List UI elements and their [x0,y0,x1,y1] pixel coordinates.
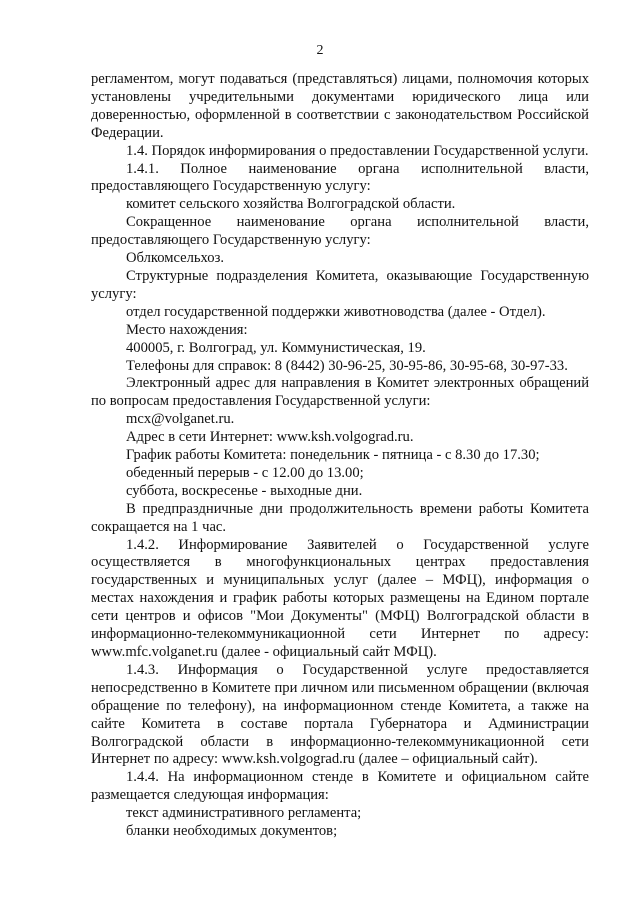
paragraph-location-label: Место нахождения: [126,321,248,338]
paragraph-1-4-4: 1.4.4. На информационном стенде в Комитете и официальном сайте размещается следующая информация: [91,769,589,804]
paragraph-regulation-end: регламентом, могут подаваться (представляться) лицами, полномочия которых установлены учредительными документами юридического лица или доверенностью, оформленной в соответствии с законодательством Российской Федерации. [91,71,589,141]
paragraph-1-4-2: 1.4.2. Информирование Заявителей о Государственной услуге осуществляется в многофункциональных центрах предоставления государственных и муниципальных услуг (далее – МФЦ), информация о местах нахождения и график работы которых размещены на Едином портале сети центров и офисов "Мои Документы" (МФЦ) Волгоградской области в информационно-телекоммуникационной сети Интернет по адресу: www.mfc.volganet.ru (далее - официальный сайт МФЦ). [91,536,589,660]
paragraph-preholiday: В предпраздничные дни продолжительность времени работы Комитета сокращается на 1 час. [91,500,589,535]
paragraph-short-name-label: Сокращенное наименование органа исполнительной власти, предоставляющего Государственную услугу: [91,214,589,249]
paragraph-short-name: Облкомсельхоз. [126,250,225,267]
list-item-forms: бланки необходимых документов; [126,823,338,840]
paragraph-1-4-3: 1.4.3. Информация о Государственной услуге предоставляется непосредственно в Комитете при личном или письменном обращении (включая обращение по телефону), на информационном стенде Комитета, а также на сайте Комитета в составе портала Губернатора и Администрации Волгоградской области в информационно-телекоммуникационной сети Интернет по адресу: www.ksh.volgograd.ru (далее – официальный сайт). [91,661,589,768]
paragraph-website: Адрес в сети Интернет: www.ksh.volgograd.ru. [126,429,414,446]
paragraph-structural-units-label: Структурные подразделения Комитета, оказывающие Государственную услугу: [91,267,589,302]
list-item-regulation-text: текст административного регламента; [126,805,362,822]
page-number: 2 [316,43,324,58]
paragraph-department: отдел государственной поддержки животноводства (далее - Отдел). [126,303,546,320]
paragraph-address: 400005, г. Волгоград, ул. Коммунистическая, 19. [126,339,426,356]
paragraph-lunch-break: обеденный перерыв - с 12.00 до 13.00; [126,464,364,481]
paragraph-1-4: 1.4. Порядок информирования о предоставлении Государственной услуги. [126,142,589,159]
paragraph-work-hours: График работы Комитета: понедельник - пятница - с 8.30 до 17.30; [126,447,540,464]
paragraph-1-4-1: 1.4.1. Полное наименование органа исполнительной власти, предоставляющего Государственную услугу: [91,160,589,195]
paragraph-email: mcx@volganet.ru. [126,411,235,428]
paragraph-full-name: комитет сельского хозяйства Волгоградской области. [126,196,456,213]
paragraph-email-label: Электронный адрес для направления в Комитет электронных обращений по вопросам предоставления Государственной услуги: [91,375,589,410]
document-body [91,71,589,841]
paragraph-weekend: суббота, воскресенье - выходные дни. [126,482,363,499]
paragraph-phones: Телефоны для справок: 8 (8442) 30-96-25, 30-95-86, 30-95-68, 30-97-33. [126,357,568,374]
